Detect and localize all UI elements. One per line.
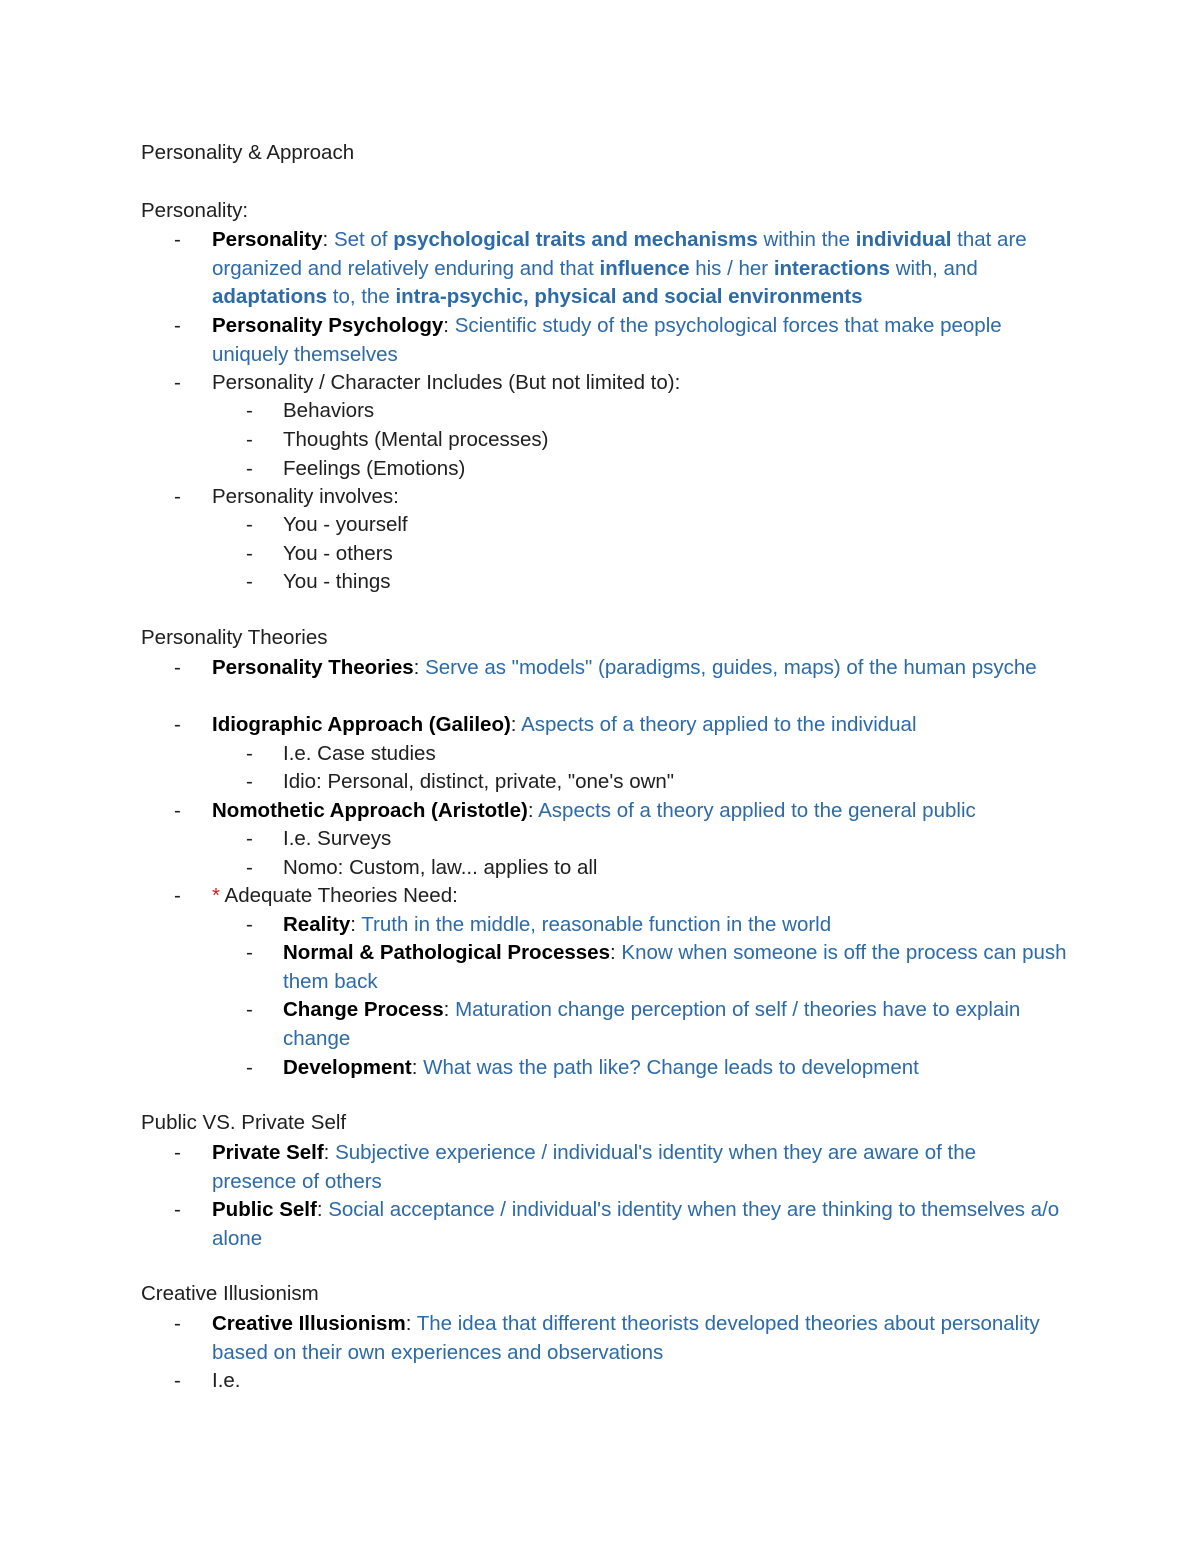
sub-item-normal-pathological [246, 939, 1073, 996]
sub-item [246, 540, 1073, 569]
term: Private Self [212, 1141, 324, 1164]
definition [212, 228, 1027, 308]
list-item-nomothetic-approach [174, 797, 1062, 826]
list-item-character-includes [174, 369, 1062, 398]
definition: Scientific study of the psychological forces that make people uniquely themselves [212, 314, 1002, 366]
separator: : [510, 713, 522, 736]
sub-item-reality [246, 911, 1073, 940]
sub-item [246, 426, 1073, 455]
definition-part: with, and [890, 256, 978, 280]
term: Reality [283, 913, 351, 936]
term: Idiographic Approach (Galileo) [212, 713, 511, 736]
sub-item-text [283, 939, 1073, 996]
sub-item-text: I.e. Case studies [283, 742, 436, 765]
term: Personality [212, 228, 323, 251]
sub-item [246, 511, 1073, 540]
sub-item [246, 455, 1073, 484]
separator: : [443, 314, 455, 337]
list-item-personality-involves [174, 483, 1062, 512]
bullet-dash: - [174, 1369, 181, 1392]
keyword: intra-psychic, physical and social environments [395, 285, 863, 309]
term: Development [283, 1056, 412, 1079]
section-heading-personality: Personality: [141, 199, 249, 222]
list-item-public-self [174, 1196, 1062, 1253]
list-item-text [212, 654, 1062, 683]
keyword: influence [599, 256, 690, 280]
bullet-dash: - [174, 656, 181, 679]
definition: The idea that different theorists developed theories about personality based on their own experiences and observations [212, 1312, 1040, 1364]
separator: : [323, 1141, 336, 1164]
list-item-text [212, 797, 1062, 826]
separator: : [527, 799, 539, 822]
list-item-personality-psychology [174, 312, 1062, 369]
sub-item-text [283, 1054, 1073, 1083]
bullet-dash: - [174, 485, 181, 508]
definition: Know when someone is off the process can push them back [283, 941, 1067, 993]
asterisk-marker: * [212, 884, 220, 907]
bullet-dash: - [174, 884, 181, 907]
list-item-personality [174, 226, 1062, 312]
sub-item-text [283, 996, 1073, 1053]
term: Nomothetic Approach (Aristotle) [212, 799, 528, 822]
sub-item [246, 568, 1073, 597]
definition-part: his / her [689, 256, 774, 280]
list-item-personality-theories [174, 654, 1062, 683]
separator: : [322, 228, 334, 251]
list-item-text: Personality involves: [212, 485, 399, 508]
sub-item-change-process [246, 996, 1073, 1053]
bullet-dash: - [174, 314, 181, 337]
bullet-dash: - [246, 428, 253, 451]
sub-item [246, 825, 1073, 854]
definition-part: Set of [333, 228, 394, 251]
list-item-text: Personality / Character Includes (But not limited to): [212, 371, 681, 394]
sub-item-text: Behaviors [283, 399, 375, 422]
bullet-dash: - [174, 799, 181, 822]
definition: Truth in the middle, reasonable function in the world [361, 913, 832, 936]
bullet-dash: - [246, 913, 253, 936]
sub-item-development [246, 1054, 1073, 1083]
term: Personality Theories [212, 656, 414, 679]
definition-part: to, the [327, 285, 396, 309]
term: Normal & Pathological Processes [283, 941, 610, 964]
bullet-dash: - [246, 742, 253, 765]
bullet-dash: - [174, 1141, 181, 1164]
list-item-text: I.e. [212, 1369, 241, 1392]
separator: : [405, 1312, 417, 1335]
sub-item [246, 854, 1073, 883]
section-heading-public-private-self: Public VS. Private Self [141, 1111, 347, 1134]
document-title: Personality & Approach [141, 141, 355, 164]
definition: What was the path like? Change leads to development [423, 1056, 919, 1079]
sub-item-text [283, 911, 1073, 940]
sub-item-text: Thoughts (Mental processes) [283, 428, 549, 451]
term: Personality Psychology [212, 314, 444, 337]
section-heading-personality-theories: Personality Theories [141, 626, 328, 649]
list-item-adequate-theories [174, 882, 1062, 911]
bullet-dash: - [174, 1312, 181, 1335]
term: Public Self [212, 1198, 317, 1221]
list-item-text [212, 1196, 1062, 1253]
sub-item [246, 768, 1073, 797]
bullet-dash: - [174, 228, 181, 251]
definition: Maturation change perception of self / theories have to explain change [283, 998, 1021, 1050]
list-item-text [212, 711, 1062, 740]
term: Creative Illusionism [212, 1312, 406, 1335]
list-item-text [212, 1310, 1062, 1367]
bullet-dash: - [246, 542, 253, 565]
list-item-label: Adequate Theories Need: [219, 884, 458, 907]
bullet-dash: - [246, 457, 253, 480]
list-item-creative-illusionism [174, 1310, 1062, 1367]
separator: : [413, 656, 426, 679]
list-item-text [212, 1139, 1062, 1196]
definition: Aspects of a theory applied to the general public [538, 799, 976, 822]
sub-item-text: Nomo: Custom, law... applies to all [283, 856, 598, 879]
list-item-text [212, 312, 1062, 369]
list-item-idiographic-approach [174, 711, 1062, 740]
definition-part: that are organized and relatively enduring and that [212, 228, 1027, 280]
bullet-dash: - [246, 770, 253, 793]
definition: Subjective experience / individual's identity when they are aware of the presence of others [212, 1141, 977, 1193]
sub-item-text: Feelings (Emotions) [283, 457, 466, 480]
bullet-dash: - [174, 371, 181, 394]
list-item-text [212, 226, 1062, 312]
separator: : [609, 941, 622, 964]
bullet-dash: - [174, 1198, 181, 1221]
sub-item-text: Idio: Personal, distinct, private, "one's own" [283, 770, 675, 793]
term: Change Process [283, 998, 444, 1021]
definition: Serve as "models" (paradigms, guides, maps) of the human psyche [425, 656, 1037, 679]
sub-item-text: You - yourself [283, 513, 408, 536]
bullet-dash: - [246, 941, 253, 964]
separator: : [411, 1056, 424, 1079]
section-heading-creative-illusionism: Creative Illusionism [141, 1282, 319, 1305]
definition: Aspects of a theory applied to the individual [521, 713, 917, 736]
definition-part: within the [757, 228, 856, 251]
bullet-dash: - [246, 399, 253, 422]
bullet-dash: - [246, 856, 253, 879]
bullet-dash: - [174, 713, 181, 736]
sub-item-text: You - others [283, 542, 393, 565]
sub-item-text: You - things [283, 570, 391, 593]
bullet-dash: - [246, 513, 253, 536]
list-item-text [212, 882, 1062, 911]
keyword: individual [855, 228, 952, 251]
bullet-dash: - [246, 998, 253, 1021]
bullet-dash: - [246, 827, 253, 850]
bullet-dash: - [246, 1056, 253, 1079]
sub-item [246, 397, 1073, 426]
definition: Social acceptance / individual's identity when they are thinking to themselves a/o alone [212, 1198, 1060, 1250]
keyword: adaptations [212, 285, 328, 309]
keyword: interactions [773, 256, 891, 280]
sub-item [246, 740, 1073, 769]
keyword: psychological traits and mechanisms [393, 228, 758, 251]
separator: : [443, 998, 456, 1021]
bullet-dash: - [246, 570, 253, 593]
sub-item-text: I.e. Surveys [283, 827, 392, 850]
list-item-private-self [174, 1139, 1062, 1196]
separator: : [316, 1198, 329, 1221]
list-item-ie [174, 1367, 1062, 1396]
separator: : [350, 913, 362, 936]
